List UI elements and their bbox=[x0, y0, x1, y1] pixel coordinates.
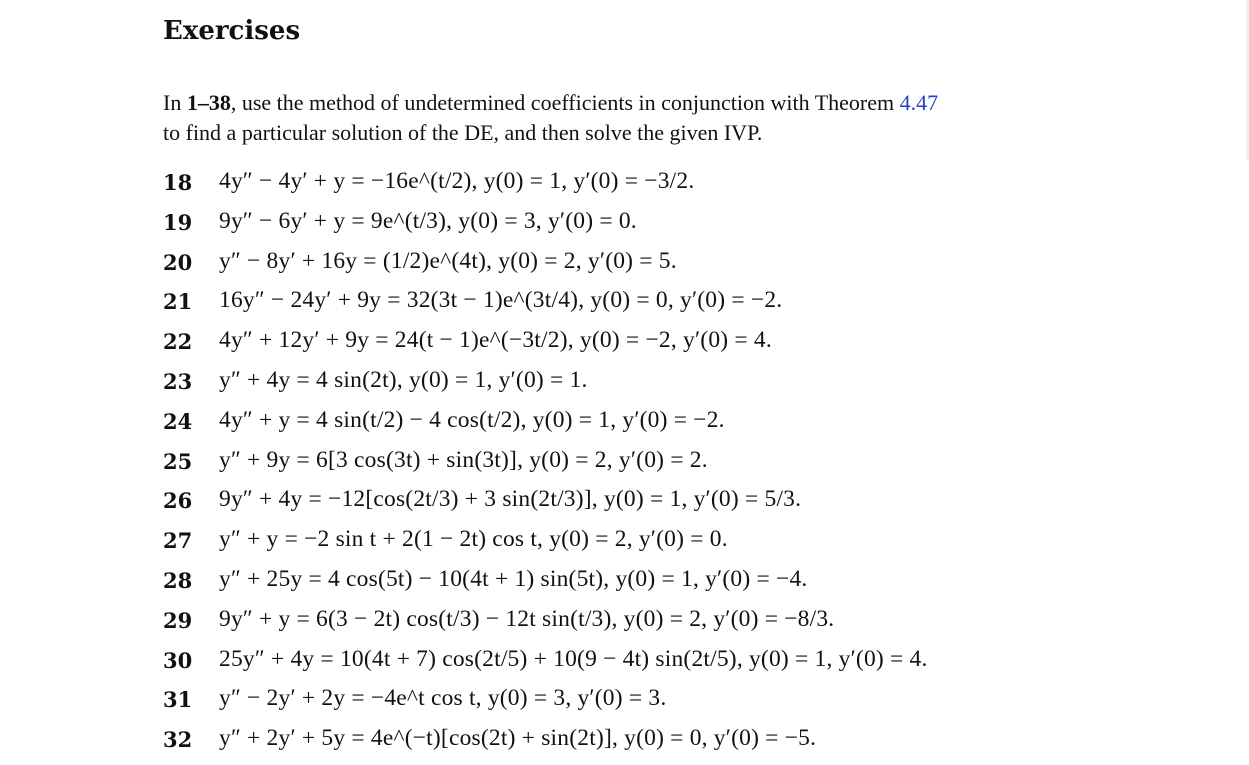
exercise-number: 30 bbox=[163, 647, 193, 673]
exercise-number: 29 bbox=[163, 607, 193, 633]
exercise-number: 18 bbox=[163, 170, 193, 195]
instructions-paragraph bbox=[163, 88, 1123, 148]
intro-text: , use the method of undetermined coefficients in conjunction with Theorem bbox=[230, 90, 900, 115]
exercise-equation: y″ − 8y′ + 16y = (1/2)e^(4t), y(0) = 2, y′(0) = 5. bbox=[219, 247, 677, 274]
section-heading: Exercises bbox=[163, 16, 301, 46]
exercise-number: 32 bbox=[163, 727, 193, 753]
exercise-number: 25 bbox=[163, 448, 193, 474]
exercise-number: 23 bbox=[163, 368, 193, 394]
exercise-equation: y″ + y = −2 sin t + 2(1 − 2t) cos t, y(0) = 2, y′(0) = 0. bbox=[219, 526, 728, 553]
exercise-equation: y″ + 4y = 4 sin(2t), y(0) = 1, y′(0) = 1. bbox=[219, 366, 588, 393]
intro-range-prefix: In bbox=[163, 90, 187, 115]
exercise-equation: y″ − 2y′ + 2y = −4e^t cos t, y(0) = 3, y′(0) = 3. bbox=[219, 685, 667, 712]
exercise-equation: 16y″ − 24y′ + 9y = 32(3t − 1)e^(3t/4), y(0) = 0, y′(0) = −2. bbox=[219, 287, 783, 314]
exercise-equation: 9y″ + y = 6(3 − 2t) cos(t/3) − 12t sin(t/3), y(0) = 2, y′(0) = −8/3. bbox=[219, 605, 835, 632]
exercise-equation: y″ + 25y = 4 cos(5t) − 10(4t + 1) sin(5t), y(0) = 1, y′(0) = −4. bbox=[219, 565, 808, 592]
exercise-equation: 4y″ + 12y′ + 9y = 24(t − 1)e^(−3t/2), y(0) = −2, y′(0) = 4. bbox=[219, 327, 772, 354]
exercise-number: 20 bbox=[163, 249, 193, 275]
exercise-number: 22 bbox=[163, 329, 193, 355]
exercise-equation: 25y″ + 4y = 10(4t + 7) cos(2t/5) + 10(9 − 4t) sin(2t/5), y(0) = 1, y′(0) = 4. bbox=[219, 645, 928, 672]
theorem-link[interactable]: 4.47 bbox=[899, 90, 939, 115]
exercise-equation: y″ + 2y′ + 5y = 4e^(−t)[cos(2t) + sin(2t)], y(0) = 0, y′(0) = −5. bbox=[219, 725, 817, 752]
exercise-number: 28 bbox=[163, 567, 193, 593]
exercise-equation: y″ + 9y = 6[3 cos(3t) + sin(3t)], y(0) = 2, y′(0) = 2. bbox=[219, 446, 708, 473]
exercise-equation: 4y″ + y = 4 sin(t/2) − 4 cos(t/2), y(0) = 1, y′(0) = −2. bbox=[219, 406, 725, 433]
exercise-number: 26 bbox=[163, 488, 193, 514]
exercise-equation: 4y″ − 4y′ + y = −16e^(t/2), y(0) = 1, y′(0) = −3/2. bbox=[219, 168, 695, 194]
exercise-equation: 9y″ − 6y′ + y = 9e^(t/3), y(0) = 3, y′(0) = 0. bbox=[219, 207, 637, 234]
exercise-number: 31 bbox=[163, 687, 193, 713]
exercise-number: 24 bbox=[163, 408, 193, 434]
intro-line-2: to find a particular solution of the DE, and then solve the given IVP. bbox=[163, 120, 763, 145]
exercise-number: 19 bbox=[163, 209, 193, 235]
exercise-equation: 9y″ + 4y = −12[cos(2t/3) + 3 sin(2t/3)], y(0) = 1, y′(0) = 5/3. bbox=[219, 486, 802, 513]
intro-exercise-range: 1–38 bbox=[186, 90, 231, 115]
exercise-number: 27 bbox=[163, 528, 193, 554]
exercise-number: 21 bbox=[163, 289, 193, 315]
